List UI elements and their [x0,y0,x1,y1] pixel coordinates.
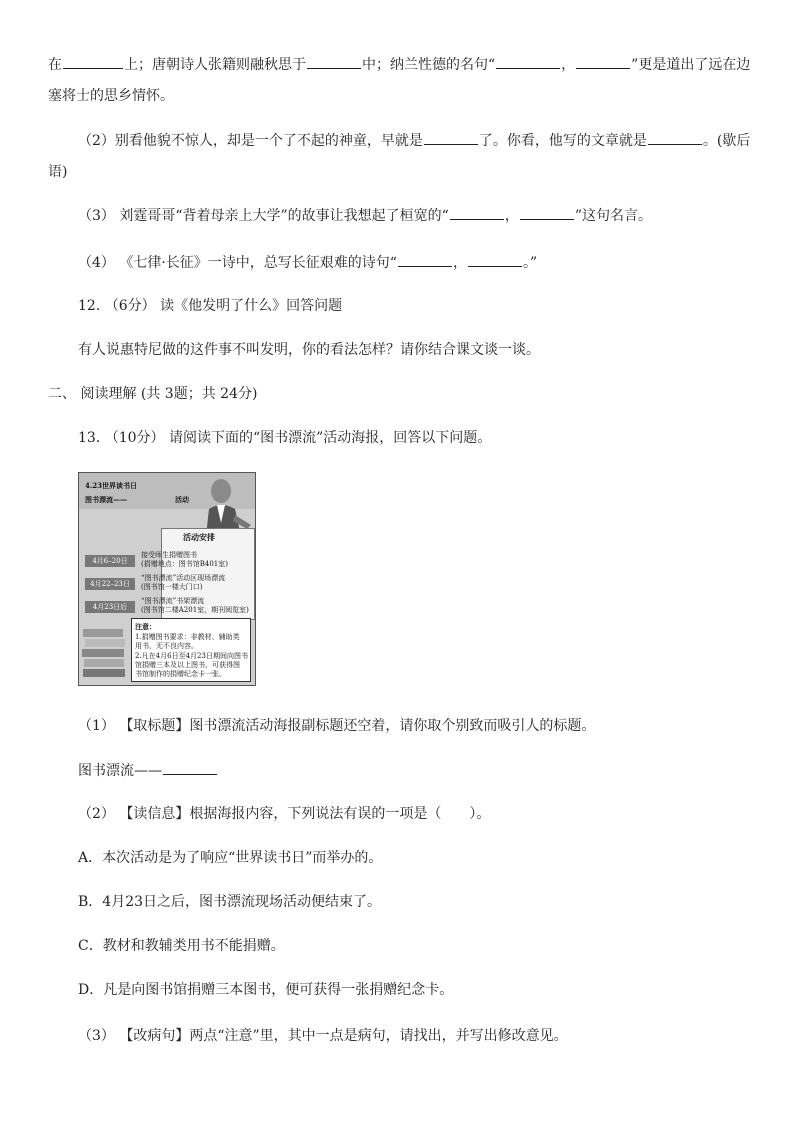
answer-blank[interactable] [450,205,504,220]
q13-sub1: （1） 【取标题】图书漂流活动海报副标题还空着，请你取个别致而吸引人的标题。 [78,718,596,734]
note-line: 2.凡在4月6日至4月23日期间向图书 [135,652,248,660]
text-fragment: （3） 刘霆哥哥“背着母亲上大学”的故事让我想起了桓宽的“ [78,208,449,224]
text-fragment: 在 [48,57,62,73]
books-stack-icon [81,623,129,681]
note-line: 馆捐赠三本及以上图书，可获得图 [135,661,240,669]
q11-sub2-end: 语) [48,164,68,180]
note-line: 1.捐赠图书要求：非教材、辅助类 [135,633,240,641]
answer-blank[interactable] [424,130,478,145]
answer-blank[interactable] [63,54,123,69]
poster-image [78,472,256,686]
option-c[interactable]: C．教材和教辅类用书不能捐赠。 [78,938,285,954]
text-fragment: 中；纳兰性德的名句“ [362,57,496,73]
q13-sub3: （3） 【改病句】两点“注意”里，其中一点是病句，请找出，并写出修改意见。 [78,1028,568,1044]
date-tag: 4月23日后 [85,601,135,613]
note-title: 注意： [135,622,156,631]
answer-blank[interactable] [648,130,702,145]
q13-sub1-answer [78,760,218,781]
text-fragment: ， [452,255,467,271]
text-fragment: ”更是道出了远在边 [631,57,751,73]
arrange-item: 接受师生捐赠图书 [141,551,197,559]
text-fragment: ， [561,57,576,73]
option-b[interactable]: B．4月23日之后，图书漂流现场活动便结束了。 [78,894,382,910]
text-fragment: 了。你看，他写的文章就是 [478,133,647,149]
text-fragment: （2）别看他貌不惊人，却是一个了不起的神童，早就是 [78,133,423,149]
poster-header: 4.23世界读书日 [85,481,138,490]
answer-blank[interactable] [468,252,522,267]
q12-text: 有人说惠特尼做的这件事不叫发明，你的看法怎样？请你结合课文谈一谈。 [78,342,540,358]
answer-blank[interactable] [576,54,630,69]
text-fragment: 。(歇后 [702,133,751,149]
answer-blank[interactable] [307,54,361,69]
arrange-item: (图书馆二楼A201室，期刊阅览室) [141,606,249,614]
text-fragment: 图书漂流—— [78,763,162,779]
answer-blank[interactable] [520,205,574,220]
text-fragment: 上；唐朝诗人张籍则融秋思于 [124,57,306,73]
text-fragment: 。” [522,255,538,271]
arrange-item: (图书馆一楼大门口) [141,583,203,591]
q11-sub2 [78,130,750,151]
arrange-title: 活动安排 [183,532,215,542]
option-d[interactable]: D．凡是向图书馆捐赠三本图书，便可获得一张捐赠纪念卡。 [78,982,454,998]
answer-blank[interactable] [398,252,452,267]
option-a[interactable]: A．本次活动是为了响应“世界读书日”而举办的。 [78,850,383,866]
poster-tag: 活动 [175,495,189,504]
section-title: 二、 阅读理解 (共 3题；共 24分) [48,386,258,402]
text-fragment: ”这句名言。 [574,208,652,224]
q11-line1 [48,54,750,75]
answer-blank[interactable] [496,54,560,69]
note-line: 书馆制作的捐赠纪念卡一张。 [135,670,226,678]
q11-line2: 塞将士的思乡情怀。 [48,88,174,104]
q13-sub2: （2） 【读信息】根据海报内容，下列说法有误的一项是（ ）。 [78,806,491,822]
q11-sub4 [78,252,537,273]
arrange-item: “图书漂流”活动区现场漂流 [141,574,226,582]
arrange-item: (捐赠地点：图书馆B401室) [141,560,228,568]
q11-sub3 [78,205,652,226]
q13-title: 13. （10分） 请阅读下面的“图书漂流”活动海报，回答以下问题。 [78,430,492,446]
note-line: 用书，无不良内容。 [135,642,198,650]
q12-title: 12. （6分） 读《他发明了什么》回答问题 [78,298,343,314]
poster-subtitle: 图书漂流—— [85,495,127,504]
arrange-item: “图书漂流”书架漂流 [141,597,205,605]
text-fragment: ， [504,208,519,224]
date-tag: 4月6–20日 [85,555,135,567]
date-tag: 4月22–23日 [85,578,135,590]
answer-blank[interactable] [163,760,217,775]
text-fragment: （4） 《七律·长征》一诗中，总写长征艰难的诗句“ [78,255,397,271]
